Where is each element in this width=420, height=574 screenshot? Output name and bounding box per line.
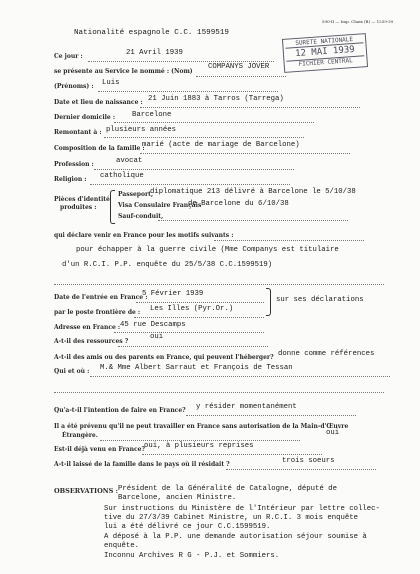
nom-value: COMPANYS JOVER bbox=[208, 63, 270, 71]
observation-line-2: Barcelone, ancien Ministre. bbox=[118, 494, 237, 502]
prevenu-label-1: Il a été prévenu qu'il ne peut travailler en France sans autorisation de la Main-d'Œuvre bbox=[54, 423, 349, 430]
intention-line bbox=[186, 415, 356, 416]
deja-value: oui, à plusieurs reprises bbox=[144, 442, 254, 450]
observation-line-3: Sur instructions du Ministère de l'Intérieur par lettre collec- bbox=[104, 505, 380, 513]
form-code: 590-II — Imp. Chaix (B) — 1259-39 bbox=[322, 19, 394, 24]
observation-line-4: tive du 27/3/39 Cabinet Ministre, un R.C.I. 3 mois enquête bbox=[104, 514, 358, 522]
profession-line bbox=[94, 169, 294, 170]
remontant-value: plusieurs années bbox=[106, 126, 177, 134]
deja-label: Est-il déjà venu en France? bbox=[54, 446, 145, 453]
entree-value: 5 Février 1939 bbox=[142, 290, 204, 298]
prenoms-line bbox=[98, 91, 278, 92]
observation-line-8: Inconnu Archives R G - P.J. et Sommiers. bbox=[104, 552, 280, 560]
qui-label: Qui et où : bbox=[54, 368, 90, 375]
religion-label: Religion : bbox=[54, 176, 87, 183]
motifs-value-1: pour échapper à la guerre civile (Mme Companys est titulaire bbox=[76, 246, 339, 254]
stamp-line-3: FICHIER CENTRAL bbox=[286, 55, 364, 68]
domicile-value: Barcelone bbox=[132, 111, 172, 119]
prevenu-value: oui bbox=[326, 429, 340, 437]
nom-line bbox=[196, 76, 286, 77]
religion-value: catholique bbox=[100, 172, 144, 180]
motifs-line-0 bbox=[214, 240, 364, 241]
visa-label: Visa Consulaire Français bbox=[118, 202, 202, 209]
service-label: se présente au Service le nommé : (Nom) bbox=[54, 68, 193, 75]
qui-value: M.& Mme Albert Sarraut et François de Tessan bbox=[100, 364, 293, 372]
amis-label: A-t-il des amis ou des parents en France, qui peuvent l'héberger? bbox=[54, 354, 274, 361]
sauf-conduit-line bbox=[158, 220, 348, 221]
pieces-brace bbox=[110, 190, 115, 224]
entree-label: Date de l'entrée en France : bbox=[54, 294, 148, 301]
famille-value: marié (acte de mariage de Barcelone) bbox=[142, 141, 300, 149]
laisse-value: trois soeurs bbox=[282, 457, 335, 465]
deja-line bbox=[142, 454, 322, 455]
prenoms-label: (Prénoms) : bbox=[54, 83, 94, 90]
surete-nationale-stamp bbox=[282, 33, 368, 73]
pieces-label-1: Pièces d'identité bbox=[54, 196, 110, 203]
prevenu-label-2: Étrangère. bbox=[62, 432, 98, 439]
observation-line-6: A déposé à la P.P. une demande autorisation séjour soumise à bbox=[104, 533, 367, 541]
naissance-label: Date et lieu de naissance : bbox=[54, 99, 143, 106]
intention-value: y résider momentanément bbox=[196, 403, 297, 411]
passeport-value: diplomatique 213 délivré à Barcelone le 5/10/38 bbox=[150, 188, 356, 196]
entree-brace bbox=[266, 288, 271, 316]
ressources-label: A-t-il des ressources ? bbox=[54, 338, 129, 345]
sauf-conduit-label: Sauf-conduit, bbox=[118, 213, 164, 220]
poste-value: Les Illes (Pyr.Or.) bbox=[150, 305, 234, 313]
stamp-line-1: SURETE NATIONALE bbox=[285, 35, 363, 48]
pieces-label-2: produites : bbox=[60, 204, 97, 211]
naissance-value: 21 Juin 1883 à Tarros (Tarrega) bbox=[148, 95, 284, 103]
prenoms-value: Luis bbox=[102, 79, 120, 87]
profession-value: avocat bbox=[116, 157, 143, 165]
adresse-line bbox=[114, 332, 264, 333]
date-line bbox=[88, 61, 274, 62]
profession-label: Profession : bbox=[54, 161, 94, 168]
motifs-value-2: d'un R.C.I. P.P. enquête du 25/5/38 C.C.1599519) bbox=[62, 261, 273, 269]
laisse-line bbox=[226, 469, 376, 470]
date-label: Ce jour : bbox=[54, 53, 83, 60]
qui-line-2 bbox=[54, 392, 384, 393]
remontant-label: Remontant à : bbox=[54, 129, 102, 136]
ressources-value: oui bbox=[150, 333, 164, 341]
observations-label: OBSERVATIONS : bbox=[54, 487, 119, 495]
adresse-label: Adresse en France : bbox=[54, 324, 121, 331]
amis-value: donne comme références bbox=[278, 350, 375, 358]
poste-line bbox=[134, 317, 264, 318]
visa-value: de Barcelone du 6/10/38 bbox=[188, 200, 289, 208]
famille-line bbox=[140, 153, 350, 154]
religion-line bbox=[90, 184, 290, 185]
domicile-line bbox=[114, 122, 314, 123]
intention-label: Qu'a-t-il l'intention de faire en France? bbox=[54, 407, 186, 414]
stamp-line-2: 12 MAI 1939 bbox=[294, 44, 356, 60]
naissance-line bbox=[140, 107, 360, 108]
domicile-label: Dernier domicile : bbox=[54, 114, 116, 121]
laisse-label: A-t-il laissé de la famille dans le pays où il résidait ? bbox=[54, 461, 230, 468]
date-value: 21 Avril 1939 bbox=[126, 49, 183, 57]
qui-line bbox=[90, 376, 390, 377]
prevenu-line bbox=[100, 440, 300, 441]
passeport-label: Passeport, bbox=[118, 191, 154, 198]
motifs-label: qui déclare venir en France pour les motifs suivants : bbox=[54, 232, 234, 239]
famille-label: Composition de la famille : bbox=[54, 145, 145, 152]
adresse-value: 45 rue Descamps bbox=[120, 321, 186, 329]
observation-line-1: Président de la Généralité de Catalogne, député de bbox=[118, 485, 337, 493]
entree-line bbox=[136, 302, 264, 303]
motifs-line-3 bbox=[54, 284, 384, 285]
observation-line-5: lui a été délivré ce jour C.C.1599519. bbox=[104, 523, 271, 531]
ressources-line bbox=[118, 346, 268, 347]
nationality-heading: Nationalité espagnole C.C. 1599519 bbox=[74, 29, 229, 37]
declarations-value: sur ses déclarations bbox=[276, 296, 364, 304]
poste-label: par le poste frontière de : bbox=[54, 309, 141, 316]
remontant-line bbox=[104, 137, 304, 138]
observation-line-7: enquête. bbox=[104, 542, 140, 550]
